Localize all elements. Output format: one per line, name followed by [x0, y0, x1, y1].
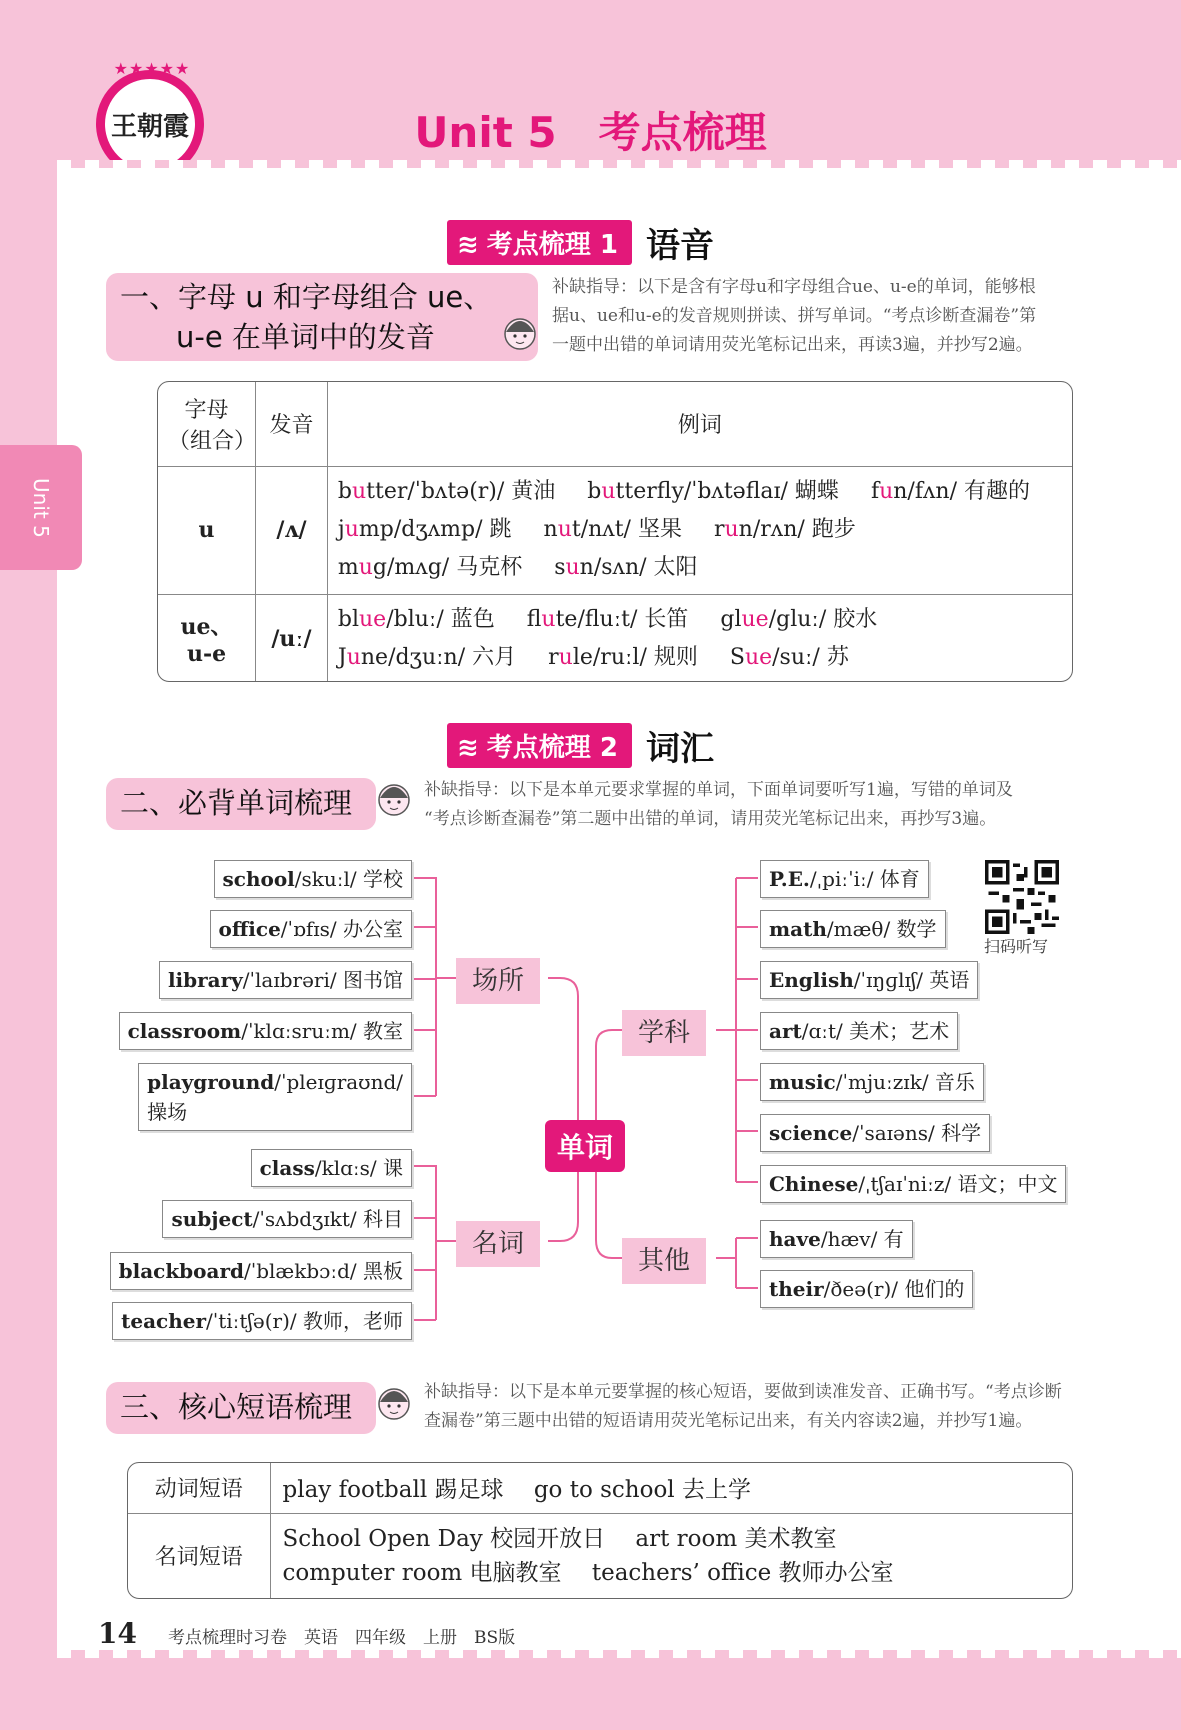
- word-box: [159, 961, 412, 999]
- row-letter-line1: ue、: [180, 614, 233, 641]
- word-box: [110, 1252, 412, 1290]
- word-info: /ˈsʌbdʒɪkt/ 科目: [252, 1207, 403, 1231]
- word-prefix: f: [870, 479, 880, 504]
- word: subject: [171, 1207, 253, 1231]
- highlighted-letters: u: [346, 644, 361, 670]
- highlighted-letters: ue: [741, 606, 769, 632]
- word: office: [218, 917, 281, 941]
- word-box: [760, 910, 946, 948]
- word-info: /ˈtiːtʃə(r)/ 教师，老师: [206, 1309, 403, 1333]
- phrase-line: computer room 电脑教室 teachers’ office 教师办公室: [282, 1559, 894, 1586]
- word-box: [760, 860, 929, 898]
- section2-subhead: 二、必背单词梳理: [106, 778, 376, 830]
- page-number: 14: [98, 1617, 137, 1650]
- word: have: [769, 1227, 821, 1251]
- word: math: [769, 917, 827, 941]
- word-rest: tter/ˈbʌtə(r)/ 黄油: [366, 479, 556, 504]
- word-info: /ˈɪŋɡlɪʃ/ 英语: [853, 968, 970, 992]
- word-rest: ne/dʒuːn/ 六月: [360, 644, 517, 670]
- col-sound-header: 发音: [256, 382, 328, 466]
- word: music: [769, 1070, 836, 1094]
- word-info: /ðeə(r)/ 他们的: [823, 1277, 965, 1301]
- category-nouns: 名词: [456, 1221, 540, 1267]
- word: P.E.: [769, 867, 810, 891]
- word-rest: te/fluːt/ 长笛: [555, 606, 689, 632]
- phrase-line: School Open Day 校园开放日 art room 美术教室: [282, 1525, 837, 1552]
- logo-text: 王朝霞: [110, 111, 189, 142]
- section1-title: 语音: [645, 226, 714, 266]
- section2-badge-label: 考点梳理 2: [486, 733, 618, 763]
- col-letter-header-line2: （组合）: [168, 428, 257, 454]
- qr-caption: 扫码听写: [984, 937, 1049, 956]
- word-box: [138, 1063, 412, 1131]
- row-sound: /uː/: [256, 594, 328, 682]
- section2-title: 词汇: [645, 729, 714, 769]
- highlighted-letters: u: [351, 479, 367, 504]
- phrase-row-noun: [128, 1513, 1072, 1598]
- word-box: [760, 1012, 958, 1050]
- girl-icon: [372, 1380, 416, 1428]
- highlighted-letters: u: [557, 517, 572, 542]
- highlighted-letters: ue: [359, 606, 387, 632]
- word: art: [769, 1019, 802, 1043]
- word-box: [760, 1114, 990, 1152]
- word-box: [251, 1149, 412, 1187]
- word-prefix: j: [337, 517, 345, 542]
- phrase-label: 名词短语: [128, 1513, 270, 1598]
- highlighted-letters: u: [558, 644, 573, 670]
- word-rest: t/nʌt/ 坚果: [571, 517, 682, 542]
- word-info: /ˈklɑːsruːm/ 教室: [241, 1019, 403, 1043]
- word: Chinese: [769, 1172, 859, 1196]
- word: library: [167, 968, 243, 992]
- word-info: /hæv/ 有: [820, 1227, 904, 1251]
- word-rest: n/rʌn/ 跑步: [738, 517, 856, 542]
- word-info: /skuːl/ 学校: [294, 867, 403, 891]
- word-rest: mp/dʒʌmp/ 跳: [358, 517, 512, 542]
- word-info: /ˈlaɪbrəri/ 图书馆: [242, 968, 403, 992]
- word-info: /ˈɒfɪs/ 办公室: [280, 917, 403, 941]
- word-info: /mæθ/ 数学: [826, 917, 937, 941]
- word-box: [210, 910, 412, 948]
- highlighted-letters: u: [724, 517, 739, 542]
- col-examples-header: 例词: [327, 382, 1072, 466]
- wave-icon: ≋: [457, 733, 479, 763]
- col-letter-header-line1: 字母: [184, 397, 229, 423]
- section1-hint-line: 补缺指导：以下是含有字母u和字母组合ue、u-e的单词，能够根: [552, 277, 1036, 297]
- word: their: [769, 1277, 824, 1301]
- section3-hint-line: 查漏卷”第三题中出错的短语请用荧光笔标记出来，有关内容读2遍，并抄写1遍。: [424, 1411, 1033, 1431]
- word-info: /ˈpleɪɡraʊnd/: [274, 1070, 403, 1094]
- word-box: [760, 1063, 984, 1101]
- word-info: /ˈblækbɔːd/ 黑板: [244, 1259, 403, 1283]
- word-box: [112, 1302, 412, 1340]
- word-info: /ˈsaɪəns/ 科学: [852, 1121, 982, 1145]
- phrase-row-verb: [128, 1463, 1072, 1513]
- word-rest: n/sʌn/ 太阳: [579, 555, 698, 580]
- word: blackboard: [118, 1259, 244, 1283]
- highlighted-letters: u: [879, 479, 894, 504]
- wave-icon: ≋: [457, 230, 479, 260]
- word-box: [760, 1165, 1066, 1203]
- category-subjects: 学科: [622, 1010, 706, 1056]
- word-box: [760, 1270, 973, 1308]
- word: class: [259, 1156, 315, 1180]
- logo-stars: ★★★★★: [113, 59, 191, 78]
- section3-hint: [424, 1378, 1062, 1436]
- word-box: [162, 1200, 412, 1238]
- word-prefix: gl: [720, 606, 742, 632]
- word: English: [769, 968, 854, 992]
- word-info: /klɑːs/ 课: [314, 1156, 403, 1180]
- page-title: Unit 5 考点梳理: [414, 108, 767, 157]
- word-box: [214, 860, 413, 898]
- section1-hint-line: 一题中出错的单词请用荧光笔标记出来，再读3遍，并抄写2遍。: [552, 335, 1033, 355]
- word-prefix: fl: [526, 606, 542, 632]
- word-meaning: 操场: [147, 1100, 188, 1124]
- word-info: /ˌtʃaɪˈniːz/ 语文；中文: [858, 1172, 1058, 1196]
- word-prefix: S: [729, 644, 745, 670]
- word: classroom: [127, 1019, 242, 1043]
- word-info: /ˈmjuːzɪk/ 音乐: [835, 1070, 975, 1094]
- qr-code-icon[interactable]: [985, 860, 1059, 934]
- highlighted-letters: u: [601, 479, 616, 504]
- highlighted-letters: u: [358, 555, 373, 580]
- word-prefix: J: [337, 644, 347, 670]
- word-info: /ˌpiːˈiː/ 体育: [809, 867, 920, 891]
- phrase-lines: [270, 1513, 1072, 1598]
- section3-subhead: 三、核心短语梳理: [106, 1382, 376, 1434]
- highlighted-letters: u: [344, 517, 359, 542]
- footer-text: 考点梳理时习卷 英语 四年级 上册 BS版: [168, 1628, 516, 1648]
- word-rest: le/ruːl/ 规则: [572, 644, 698, 670]
- row-sound: /ʌ/: [256, 466, 328, 594]
- highlighted-letters: ue: [744, 644, 773, 670]
- phrase-label: 动词短语: [128, 1463, 270, 1513]
- section2-hint-line: 补缺指导：以下是本单元要求掌握的单词，下面单词要听写1遍，写错的单词及: [424, 780, 1013, 800]
- row-letter-line2: u-e: [186, 641, 227, 668]
- highlighted-letters: u: [541, 606, 556, 632]
- word-info: /ɑːt/ 美术；艺术: [801, 1019, 950, 1043]
- word-box: [119, 1012, 412, 1050]
- highlighted-letters: u: [565, 555, 580, 580]
- word-rest: /bluː/ 蓝色: [386, 606, 495, 632]
- word: playground: [147, 1070, 275, 1094]
- word-prefix: r: [548, 644, 559, 670]
- section2-hint-line: “考点诊断查漏卷”第二题中出错的单词，请用荧光笔标记出来，再抄写3遍。: [424, 809, 997, 829]
- unit-side-tab-label: Unit 5: [29, 477, 53, 538]
- section1-subhead-line2: u-e 在单词中的发音: [176, 320, 435, 354]
- category-others: 其他: [622, 1238, 706, 1284]
- word-prefix: r: [713, 517, 725, 542]
- word-prefix: s: [554, 555, 566, 580]
- mindmap-center: 单词: [545, 1120, 625, 1172]
- section1-hint-line: 据u、ue和u-e的发音规则拼读、拼写单词。“考点诊断查漏卷”第: [552, 306, 1037, 326]
- word-prefix: b: [337, 479, 352, 504]
- word-rest: /gluː/ 胶水: [768, 606, 878, 632]
- word-prefix: bl: [337, 606, 359, 632]
- word-box: [760, 961, 978, 999]
- word-prefix: b: [587, 479, 602, 504]
- word-rest: g/mʌg/ 马克杯: [372, 555, 523, 580]
- section3-hint-line: 补缺指导：以下是本单元要掌握的核心短语，要做到读准发音、正确书写。“考点诊断: [424, 1382, 1062, 1402]
- word-prefix: m: [337, 555, 359, 580]
- word-rest: tterfly/ˈbʌtəflaɪ/ 蝴蝶: [615, 479, 839, 504]
- word-box: [760, 1220, 913, 1258]
- phrases-table: [127, 1462, 1073, 1599]
- word: science: [769, 1121, 853, 1145]
- section1-subhead-line1: 一、字母 u 和字母组合 ue、: [120, 280, 493, 314]
- section1-badge-label: 考点梳理 1: [486, 230, 618, 260]
- word-prefix: n: [543, 517, 558, 542]
- phrase-line: play football 踢足球 go to school 去上学: [270, 1463, 1072, 1513]
- word: teacher: [121, 1309, 207, 1333]
- word: school: [222, 867, 295, 891]
- category-places: 场所: [456, 958, 540, 1004]
- word-rest: n/fʌn/ 有趣的: [893, 479, 1030, 504]
- word-rest: /suː/ 苏: [772, 644, 849, 670]
- row-letter: u: [158, 466, 256, 594]
